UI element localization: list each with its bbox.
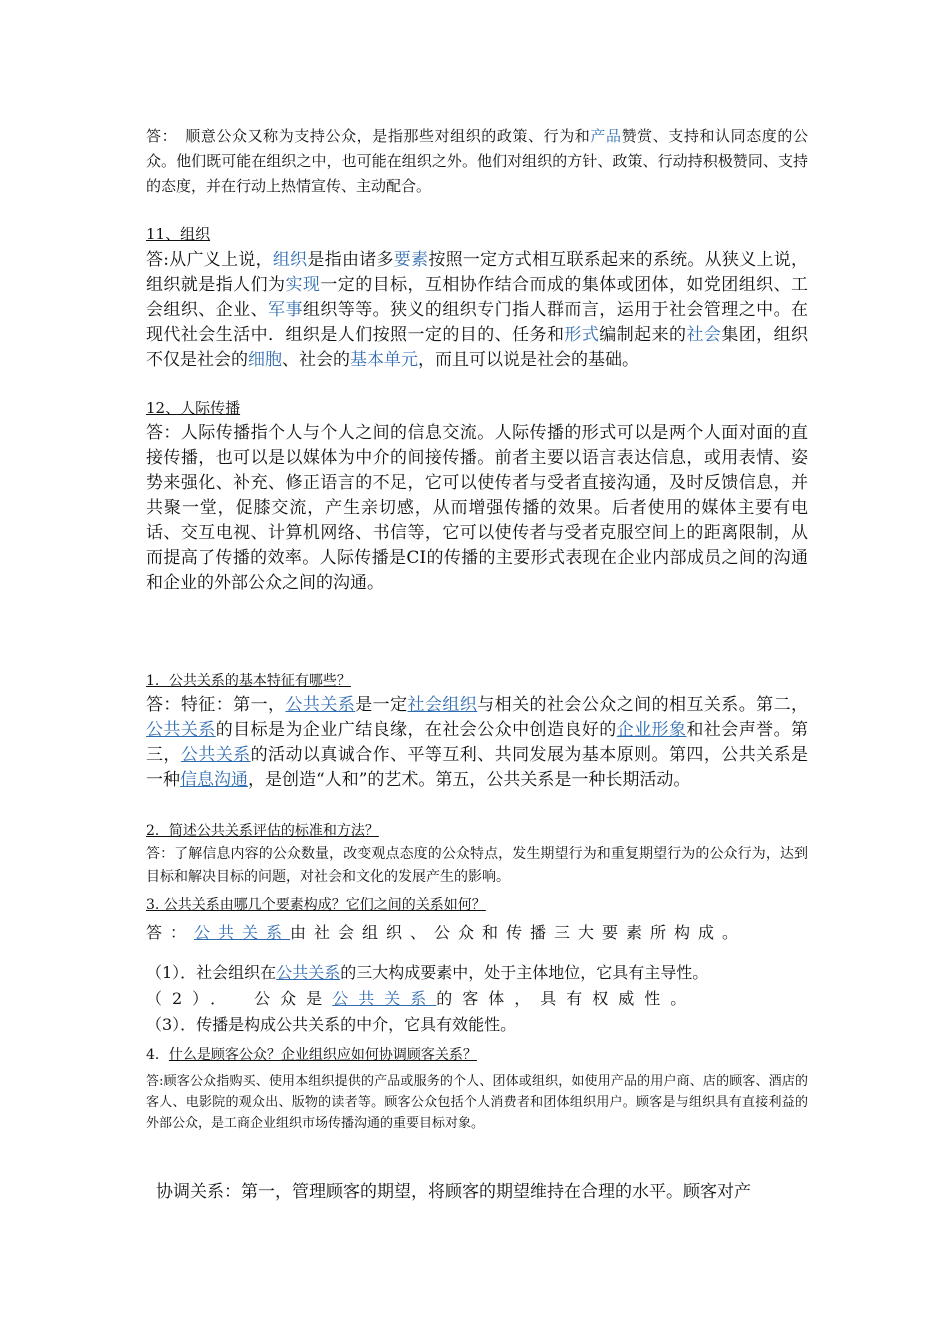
link-realize[interactable]: 实现 — [285, 275, 321, 295]
link-public-relations-5[interactable]: 公共关系 — [276, 963, 341, 982]
section-12 — [146, 396, 808, 596]
section-q1 — [146, 670, 808, 793]
link-product[interactable]: 产品 — [590, 127, 622, 145]
q3-point-3: （3）．传播是构成公共关系的中介，它具有效能性。 — [146, 1015, 517, 1034]
q3-point-2: （2）． 公众是公共关系的客体，具有权威性。 — [146, 989, 697, 1008]
heading-q3: 3. 公共关系由哪几个要素构成？它们之间的关系如何？ — [146, 897, 486, 913]
section-q3 — [146, 894, 808, 1038]
link-form[interactable]: 形式 — [564, 325, 600, 345]
link-public-relations-1[interactable]: 公共关系 — [285, 695, 356, 715]
link-element[interactable]: 要素 — [393, 250, 429, 270]
section-q4 — [146, 1044, 808, 1134]
section-q2 — [146, 820, 808, 889]
link-cell[interactable]: 细胞 — [248, 350, 282, 370]
answer-12: 答：人际传播指个人与个人之间的信息交流。人际传播的形式可以是两个人面对面的直接传播，也可以是以媒体为中介的间接传播。前者主要以语言表达信息，或用表情、姿势来强化、补充、修正语言的不足，它可以使传者与受者直接沟通，及时反馈信息，并共聚一堂，促膝交流，产生亲切感，从而增强传播的效果。后者使用的媒体主要有电话、交互电视、计算机网络、书信等，它可以使传者与受者克服空间上的距离限制，从而提高了传播的效率。人际传播是CI的传播的主要形式表现在企业内部成员之间的沟通和企业的外部公众之间的沟通。 — [146, 423, 808, 593]
answer-11: 答:从广义上说，组织是指由诸多要素按照一定方式相互联系起来的系统。从狭义上说，组织就是指人们为实现一定的目标，互相协作结合而成的集体或团体，如党团组织、工会组织、企业、军事组织等等。狭义的组织专门指人群而言，运用于社会管理之中。在现代社会生活中．组织是人们按照一定的目的、任务和形式编制起来的社会集团，组织不仅是社会的细胞、社会的基本单元，而且可以说是社会的基础。 — [146, 250, 809, 370]
heading-11: 11、组织 — [146, 225, 211, 243]
link-public-relations-4[interactable]: 公共关系 — [194, 923, 291, 942]
link-public-relations-2[interactable]: 公共关系 — [146, 720, 216, 740]
link-corporate-image[interactable]: 企业形象 — [616, 720, 687, 740]
intro-answer — [146, 124, 808, 199]
coordinate-relations: 协调关系：第一，管理顾客的期望，将顾客的期望维持在合理的水平。顾客对产 — [156, 1182, 751, 1202]
section-11 — [146, 222, 808, 373]
heading-12: 12、人际传播 — [146, 399, 241, 417]
link-public-relations-3[interactable]: 公共关系 — [180, 745, 251, 765]
link-society[interactable]: 社会 — [686, 325, 722, 345]
answer-q3: 答：公共关系由社会组织、公众和传播三大要素所构成。 — [146, 923, 747, 942]
answer-q1: 答：特征：第一，公共关系是一定社会组织与相关的社会公众之间的相互关系。第二，公共关系的目标是为企业广结良缘，在社会公众中创造良好的企业形象和社会声誉。第三，公共关系的活动以真诚合作、平等互利、共同发展为基本原则。第四，公共关系是一种信息沟通，是创造“人和”的艺术。第五，公共关系是一种长期活动。 — [146, 695, 809, 790]
link-basic-unit[interactable]: 基本单元 — [350, 350, 418, 370]
link-public-relations-6[interactable]: 公共关系 — [332, 989, 437, 1008]
answer-q2: 答：了解信息内容的公众数量，改变观点态度的公众特点，发生期望行为和重复期望行为的公众行为，达到目标和解决目标的问题，对社会和文化的发展产生的影响。 — [146, 846, 808, 885]
heading-q4: 4．什么是顾客公众？企业组织应如何协调顾客关系？ — [146, 1047, 477, 1063]
heading-q2: 2．简述公共关系评估的标准和方法？ — [146, 823, 379, 839]
answer-q4: 答:顾客公众指购买、使用本组织提供的产品或服务的个人、团体或组织，如使用产品的用户商、店的顾客、酒店的客人、电影院的观众出、版物的读者等。顾客公众包括个人消费者和团体组织用户。顾客是与组织具有直接利益的外部公众，是工商企业组织市场传播沟通的重要目标对象。 — [146, 1074, 808, 1131]
heading-q1: 1．公共关系的基本特征有哪些？ — [146, 673, 351, 689]
intro-answer-text: 答： 顺意公众又称为支持公众，是指那些对组织的政策、行为和产品赞赏、支持和认同态度的公众。他们既可能在组织之中，也可能在组织之外。他们对组织的方针、政策、行动持积极赞同、支持的态度，并在行动上热情宣传、主动配合。 — [146, 127, 808, 195]
link-military[interactable]: 军事 — [268, 300, 303, 320]
link-organization[interactable]: 组织 — [272, 250, 308, 270]
q3-point-1: （1）．社会组织在公共关系的三大构成要素中，处于主体地位，它具有主导性。 — [146, 963, 709, 982]
link-info-communication[interactable]: 信息沟通 — [180, 770, 248, 790]
link-social-organization[interactable]: 社会组织 — [407, 695, 478, 715]
